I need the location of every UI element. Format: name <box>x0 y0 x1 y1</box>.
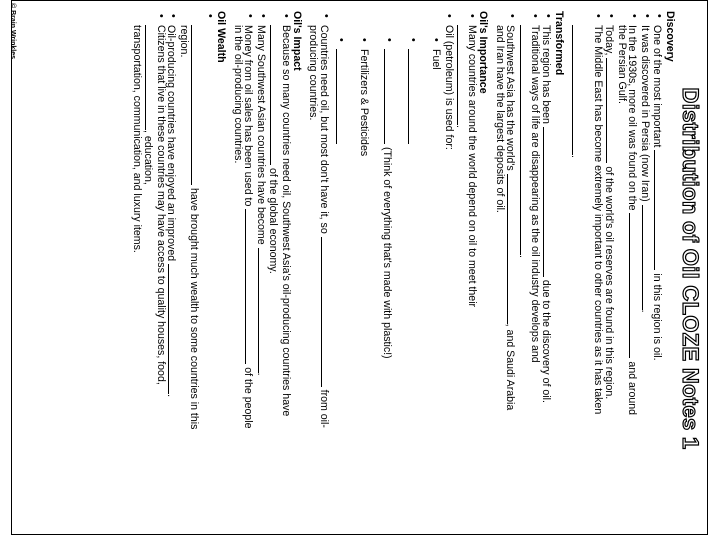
section-heading-discovery: Discovery <box>664 11 676 62</box>
transformed-list <box>494 11 553 526</box>
worksheet-body <box>132 1 709 536</box>
oil-uses-list <box>334 25 441 526</box>
list-item: • Oil-producing countries have enjoyed an improved . <box>166 25 179 526</box>
list-item: • Oil (petroleum) is used for: • Fuel • • (Think of everything that's made with plastic!) • Fertilizers & Pesticides • <box>334 25 455 526</box>
fill-in-blank[interactable] <box>629 213 639 358</box>
list-item: • Traditional ways of life are disappearing as the oil industry develops and . <box>517 25 540 526</box>
impact-list <box>232 11 291 526</box>
fill-in-blank[interactable] <box>384 49 394 144</box>
fill-in-blank[interactable] <box>336 49 346 144</box>
list-item <box>406 49 419 526</box>
wealth-list <box>132 11 216 526</box>
fill-in-blank[interactable] <box>543 127 553 277</box>
list-item: • have brought much wealth to some countries in this region. <box>178 25 215 526</box>
fill-in-blank[interactable] <box>168 264 178 394</box>
importance-list <box>308 11 478 526</box>
list-item: • Southwest Asia has the world's , and Saudi Arabia and Iran have the largest deposits of oil. <box>494 25 517 526</box>
fill-in-blank[interactable] <box>507 174 517 324</box>
fill-in-blank[interactable] <box>642 205 652 310</box>
fill-in-blank[interactable] <box>321 237 331 387</box>
list-item: • The Middle East has become extremely important to other countries as it has taken . <box>570 25 604 526</box>
fill-in-blank[interactable] <box>654 150 664 270</box>
worksheet-frame <box>11 0 708 535</box>
fill-in-blank[interactable] <box>258 248 268 373</box>
fill-in-blank[interactable] <box>408 49 418 144</box>
list-item: • Many Southwest Asian countries have become . <box>255 25 268 526</box>
section-heading-transformed: Transformed <box>552 11 565 76</box>
list-item: • Citizens that live in these countries may have access to quality houses, food, , education, transportation, communication, and luxury items. <box>132 25 166 526</box>
list-item: • Countries need oil, but most don't have it, so from oil- producing countries. <box>308 25 331 526</box>
discovery-list <box>570 11 665 526</box>
rotated-page <box>9 1 709 536</box>
fill-in-blank[interactable] <box>191 25 201 185</box>
list-item: • Today, of the world's oil reserves are found in this region. <box>603 25 616 526</box>
fill-in-blank[interactable] <box>457 25 467 125</box>
fill-in-blank[interactable] <box>145 25 155 130</box>
fill-in-blank[interactable] <box>520 25 530 255</box>
section-heading-impact: Oil's Impact <box>290 11 303 71</box>
fill-in-blank[interactable] <box>606 58 616 163</box>
page-title: Distribution of Oil CLOZE Notes 1 <box>678 87 703 450</box>
fill-in-blank[interactable] <box>245 209 255 364</box>
section-heading-importance: Oil's Importance <box>477 11 490 94</box>
list-item <box>334 49 347 526</box>
list-item: • It was discovered in Persia (now Iran) . <box>639 25 652 526</box>
list-item: • In the 1930s, more oil was found on the and around the Persian Gulf. <box>616 25 639 526</box>
list-item: • Fuel <box>430 49 441 526</box>
list-item: • Because so many countries need oil, Southwest Asia's oil-producing countries have of the global economy. <box>268 25 291 526</box>
list-item: • Many countries around the world depend on oil to meet their . <box>454 25 477 526</box>
list-item: • Money from oil sales has been used to of the people in the oil-producing countries. <box>232 25 255 526</box>
list-item: • (Think of everything that's made with plastic!) <box>381 49 394 526</box>
fill-in-blank[interactable] <box>270 25 280 165</box>
copyright-notice: © Brain Wrinkles <box>9 3 16 59</box>
section-heading-wealth: Oil Wealth <box>215 11 227 63</box>
list-item: • Fertilizers & Pesticides <box>358 49 369 526</box>
list-item: • One of the most important in this region is oil. <box>652 25 665 526</box>
fill-in-blank[interactable] <box>572 25 582 155</box>
list-item: • This region has been due to the discovery of oil. <box>540 25 553 526</box>
